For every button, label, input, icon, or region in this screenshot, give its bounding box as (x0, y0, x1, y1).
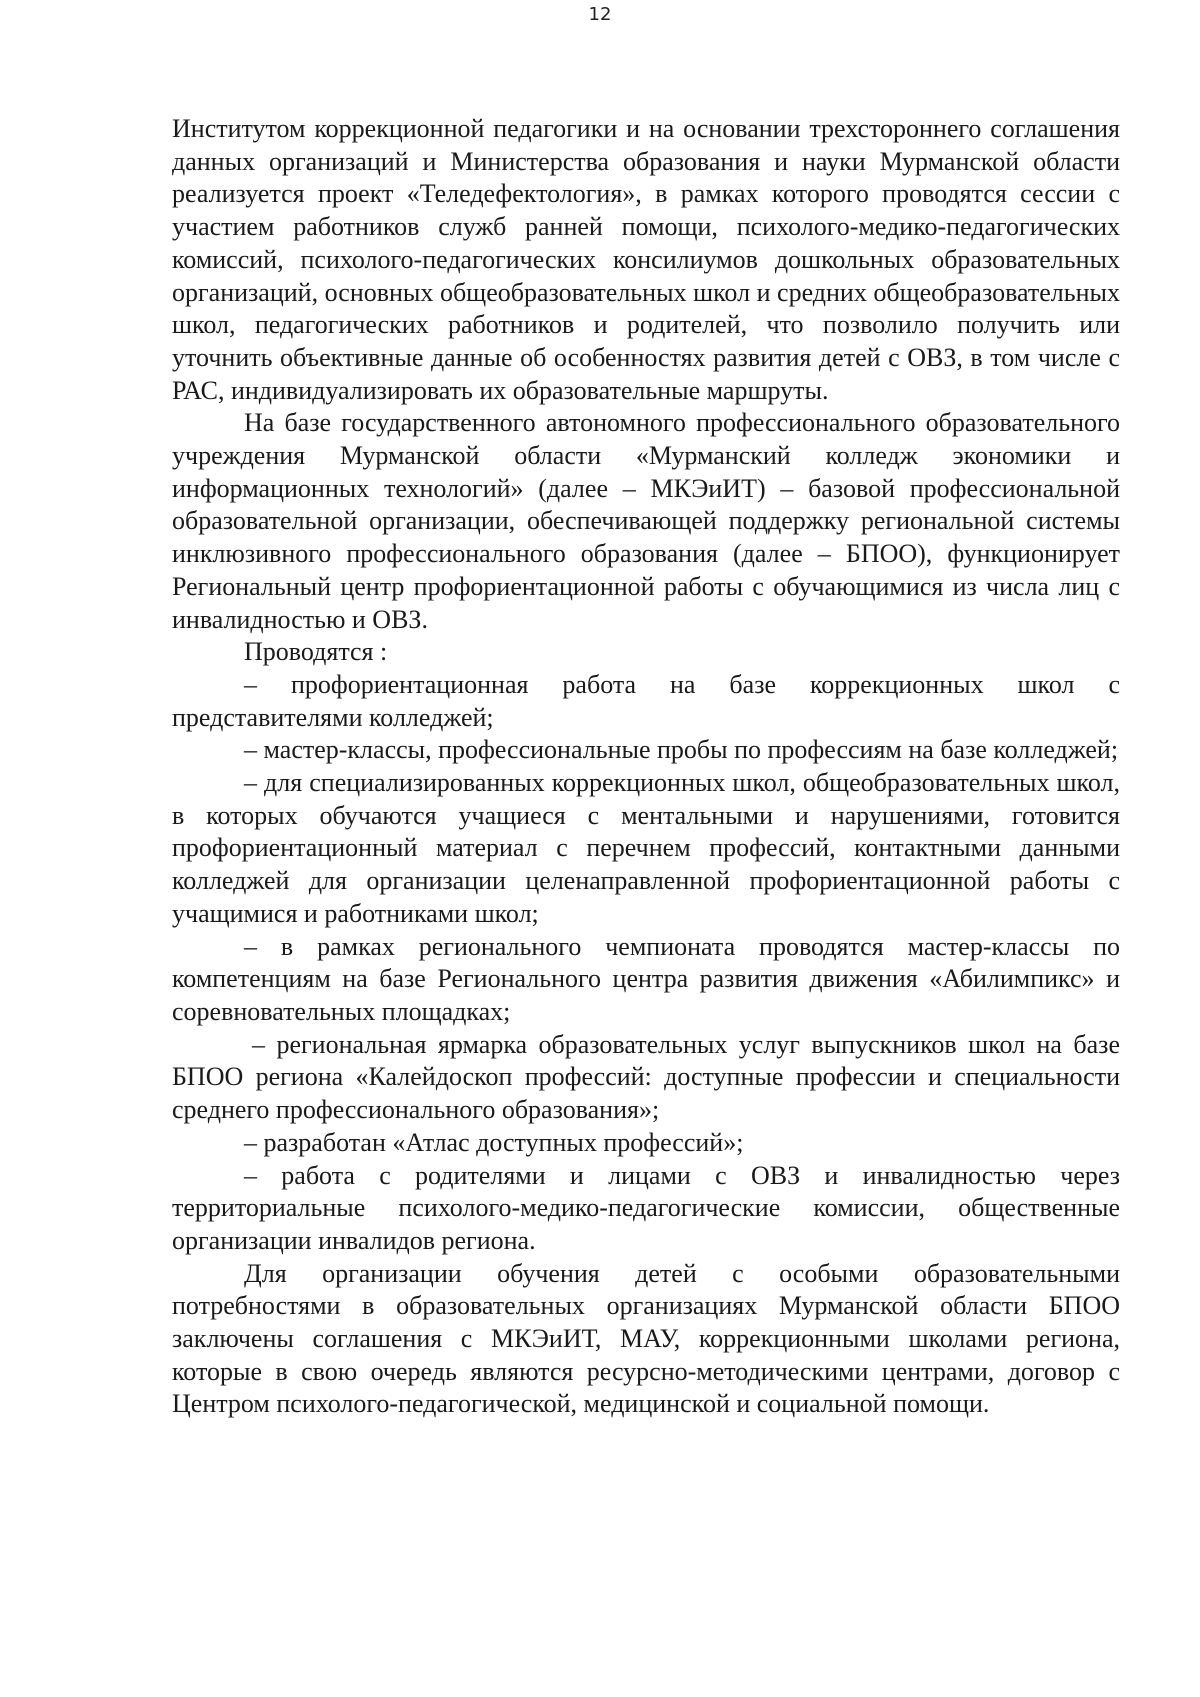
paragraph-teledefectology: Институтом коррекционной педагогики и на основании трехстороннего соглашения данных организаций и Министерства образования и науки Мурманской области реализуется проект «Теледефектология», в рамках которого проводятся сессии с участием работников служб ранней помощи, психолого-медико-педагогических комиссий, психолого-педагогических консилиумов дошкольных образовательных организаций, основных общеобразовательных школ и средних общеобразовательных школ, педагогических работников и родителей, что позволило получить или уточнить объективные данные об особенностях развития детей с ОВЗ, в том числе с РАС, индивидуализировать их образовательные маршруты. (172, 114, 1120, 405)
list-item-atlas: – разработан «Атлас доступных профессий»; (244, 1127, 744, 1157)
list-item-education-fair: – региональная ярмарка образовательных услуг выпускников школ на базе БПОО региона «Калейдоскоп профессий: доступные профессии и специальности среднего профессионального образования»; (172, 1029, 1120, 1125)
list-item-parents-work: – работа с родителями и лицами с ОВЗ и инвалидностью через территориальные психолого-медико-педагогические комиссии, общественные организации инвалидов региона. (172, 1160, 1120, 1255)
page-number: 12 (588, 4, 612, 25)
list-item-guidance-material: – для специализированных коррекционных школ, общеобразовательных школ, в которых обучаются учащиеся с ментальными и нарушениями, готовится профориентационный материал с перечнем профессий, контактными данными колледжей для организации целенаправленной профориентационной работы с учащимися и работниками школ; (172, 768, 1120, 928)
list-item-career-guidance: – профориентационная работа на базе коррекционных школ с представителями колледжей; (172, 669, 1120, 732)
document-body (172, 113, 1120, 1421)
paragraph-activities-intro: Проводятся : (244, 637, 388, 667)
paragraph-agreements: Для организации обучения детей с особыми образовательными потребностями в образовательных организациях Мурманской области БПОО заключены соглашения с МКЭиИТ, МАУ, коррекционными школами региона, которые в свою очередь являются ресурсно-методическими центрами, договор с Центром психолого-педагогической, медицинской и социальной помощи. (172, 1258, 1120, 1419)
list-item-abilimpiks: – в рамках регионального чемпионата проводятся мастер-классы по компетенциям на базе Регионального центра развития движения «Абилимпикс» и соревновательных площадках; (172, 931, 1120, 1026)
paragraph-mkeiit-center: На базе государственного автономного профессионального образовательного учреждения Мурманской области «Мурманский колледж экономики и информационных технологий» (далее – МКЭиИТ) – базовой профессиональной образовательной организации, обеспечивающей поддержку региональной системы инклюзивного профессионального образования (далее – БПОО), функционирует Региональный центр профориентационной работы с обучающимися из числа лиц с инвалидностью и ОВЗ. (172, 408, 1120, 634)
list-item-master-classes: – мастер-классы, профессиональные пробы по профессиям на базе колледжей; (244, 735, 1119, 765)
